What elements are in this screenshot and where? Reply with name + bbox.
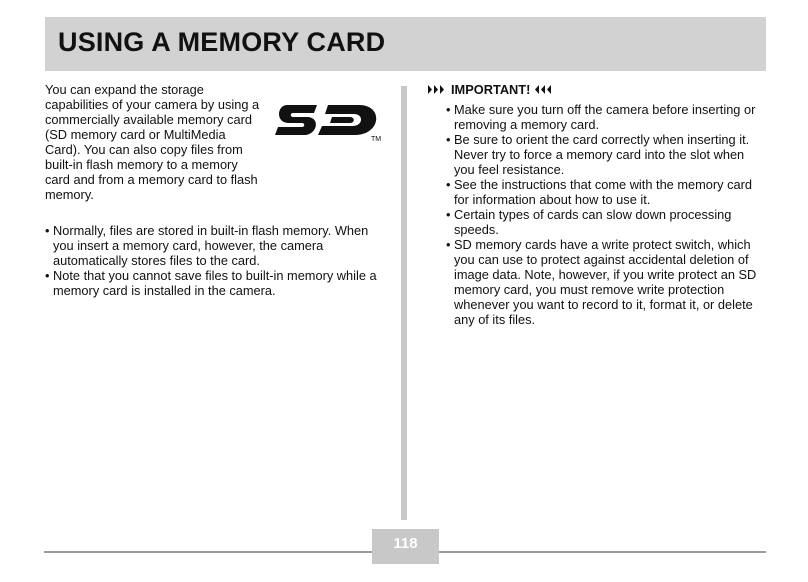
important-marker-left-icon	[427, 84, 447, 95]
title-bar	[45, 17, 766, 71]
left-notes-list	[45, 223, 390, 298]
important-label: IMPORTANT!	[451, 82, 531, 97]
left-column	[45, 82, 390, 298]
important-heading	[427, 82, 772, 97]
trademark-mark: TM	[371, 136, 382, 142]
list-item: • Note that you cannot save files to built-in memory while a memory card is installed in the camera.	[45, 268, 390, 298]
list-item: • SD memory cards have a write protect switch, which you can use to protect against accidental deletion of image data. Note, however, if you write protect an SD memory card, you must remove write protection whenever you want to record to it, format it, or delete any of its files.	[446, 237, 764, 327]
right-column	[427, 82, 772, 327]
page-title: USING A MEMORY CARD	[58, 27, 386, 57]
column-divider	[401, 86, 407, 520]
list-item: • Make sure you turn off the camera before inserting or removing a memory card.	[446, 102, 764, 132]
page-number: 118	[393, 535, 418, 552]
sd-logo-icon	[271, 100, 387, 142]
page-number-box	[372, 529, 439, 564]
list-item: • See the instructions that come with the memory card for information about how to use it.	[446, 177, 764, 207]
list-item: • Be sure to orient the card correctly when inserting it. Never try to force a memory card into the slot when you feel resistance.	[446, 132, 764, 177]
list-item: • Certain types of cards can slow down processing speeds.	[446, 207, 764, 237]
important-notes-list	[446, 102, 764, 327]
important-marker-right-icon	[534, 84, 554, 95]
list-item: • Normally, files are stored in built-in flash memory. When you insert a memory card, however, the camera automatically stores files to the card.	[45, 223, 390, 268]
intro-paragraph: You can expand the storage capabilities of your camera by using a commercially available memory card (SD memory card or MultiMedia Card). You can also copy files from built-in flash memory to a memory card and from a memory card to flash memory.	[45, 82, 260, 202]
